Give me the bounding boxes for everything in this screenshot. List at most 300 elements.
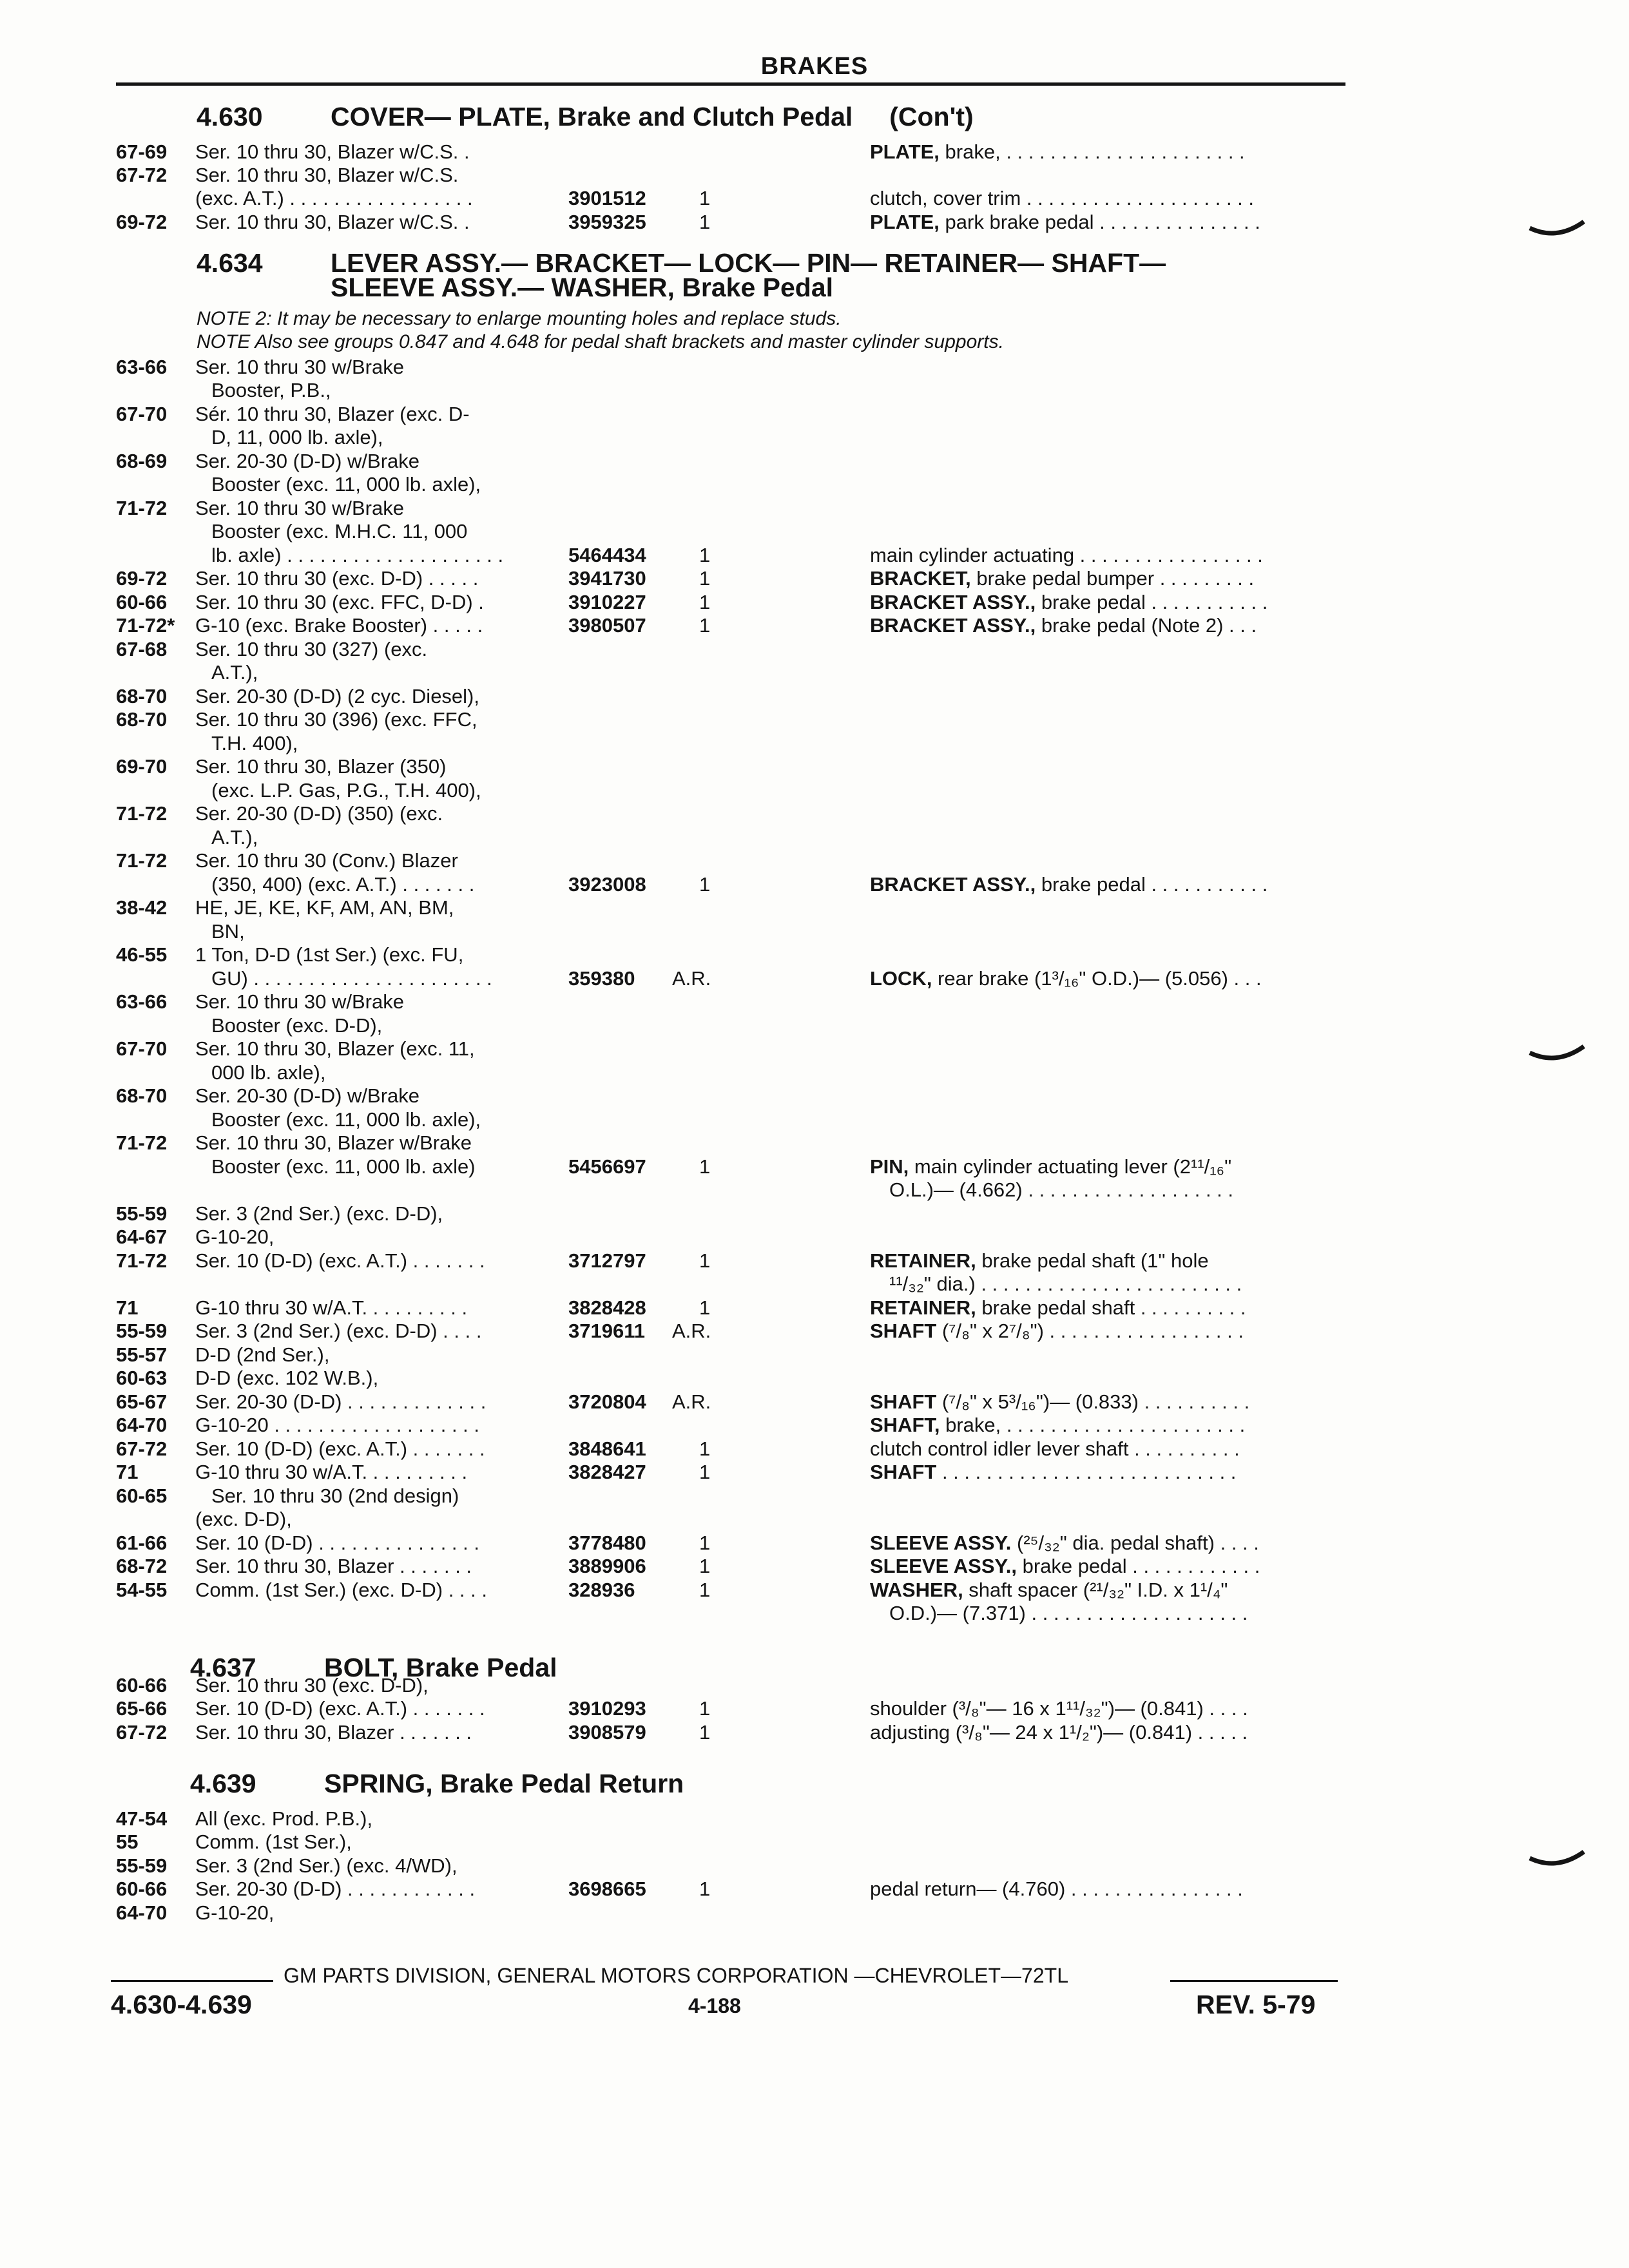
- application: Ser. 3 (2nd Ser.) (exc. 4/WD),: [195, 1854, 458, 1877]
- description-part-name: SLEEVE ASSY.,: [870, 1555, 1017, 1577]
- model-years: 71-72: [116, 1131, 168, 1154]
- list-item: [0, 544, 1629, 567]
- description-part-name: PLATE,: [870, 211, 940, 233]
- application: Ser. 10 thru 30 (2nd design): [211, 1485, 459, 1507]
- description-text: brake, . . . . . . . . . . . . . . . . . . . . . .: [939, 140, 1245, 163]
- description-part-name: SHAFT: [870, 1390, 937, 1413]
- model-years: 47-54: [116, 1807, 168, 1830]
- quantity: 1: [699, 1579, 711, 1601]
- description-text: . . . . . . . . . . . . . . . . . . . . . . . . . . .: [936, 1461, 1237, 1483]
- model-years: 38-42: [116, 896, 168, 919]
- list-item: [0, 755, 1629, 778]
- model-years: 71: [116, 1296, 139, 1319]
- application: Ser. 20-30 (D-D) (2 cyc. Diesel),: [195, 685, 479, 707]
- model-years: 46-55: [116, 943, 168, 966]
- quantity: 1: [699, 211, 711, 233]
- description-text: adjusting (³/₈"— 24 x 1¹/₂")— (0.841) . . . . .: [870, 1721, 1248, 1744]
- quantity: 1: [699, 1296, 711, 1319]
- section-number: 4.637: [190, 1653, 256, 1682]
- list-item: [0, 1461, 1629, 1484]
- list-item: [0, 685, 1629, 708]
- description: [870, 1437, 1240, 1461]
- application: D-D (exc. 102 W.B.),: [195, 1367, 379, 1389]
- list-item: [0, 920, 1629, 943]
- model-years: 68-70: [116, 708, 168, 731]
- model-years: 67-72: [116, 1437, 168, 1460]
- model-years: 60-66: [116, 1674, 168, 1696]
- application: Booster, P.B.,: [211, 379, 331, 401]
- list-item: [0, 1273, 1629, 1296]
- description-part-name: WASHER,: [870, 1579, 963, 1601]
- list-item: [0, 614, 1629, 637]
- list-item: [0, 356, 1629, 379]
- description-text: brake pedal . . . . . . . . . . .: [1036, 591, 1268, 613]
- part-number: 3712797: [568, 1249, 646, 1272]
- list-item: [0, 802, 1629, 825]
- part-number: 3901512: [568, 187, 646, 209]
- application: Ser. 20-30 (D-D) w/Brake: [195, 450, 419, 472]
- model-years: 55-57: [116, 1343, 168, 1366]
- note-line: NOTE Also see groups 0.847 and 4.648 for pedal shaft brackets and master cylinder supports.: [197, 331, 1004, 352]
- list-item: [0, 140, 1629, 164]
- description-text: brake pedal (Note 2) . . .: [1036, 614, 1257, 637]
- description: [870, 140, 1245, 164]
- application: Booster (exc. 11, 000 lb. axle),: [211, 473, 481, 495]
- application: Sér. 10 thru 30, Blazer (exc. D-: [195, 403, 470, 425]
- model-years: 68-70: [116, 1084, 168, 1107]
- description: [870, 1461, 1236, 1484]
- list-item: [0, 520, 1629, 543]
- description-text: brake, . . . . . . . . . . . . . . . . . . . . . .: [940, 1414, 1246, 1436]
- application: Booster (exc. 11, 000 lb. axle): [211, 1155, 476, 1178]
- application: G-10 thru 30 w/A.T. . . . . . . . . .: [195, 1296, 468, 1319]
- application: Ser. 3 (2nd Ser.) (exc. D-D),: [195, 1202, 443, 1225]
- application: D, 11, 000 lb. axle),: [211, 426, 383, 448]
- list-item: [0, 497, 1629, 520]
- application: Ser. 10 (D-D) (exc. A.T.) . . . . . . .: [195, 1437, 485, 1460]
- model-years: 60-66: [116, 1878, 168, 1900]
- list-item: [0, 567, 1629, 590]
- list-item: [0, 591, 1629, 614]
- list-item: [0, 708, 1629, 731]
- list-item: [0, 1807, 1629, 1831]
- model-years: 71-72: [116, 849, 168, 872]
- list-item: [0, 1131, 1629, 1155]
- quantity: 1: [699, 1249, 711, 1272]
- quantity: A.R.: [672, 1320, 711, 1342]
- model-years: 67-72: [116, 1721, 168, 1744]
- description: [870, 187, 1254, 210]
- model-years: 54-55: [116, 1579, 168, 1601]
- quantity: 1: [699, 873, 711, 896]
- description: [870, 1697, 1248, 1720]
- description: [870, 1721, 1248, 1744]
- application: D-D (2nd Ser.),: [195, 1343, 330, 1366]
- application: G-10 thru 30 w/A.T. . . . . . . . . .: [195, 1461, 468, 1483]
- application: Ser. 20-30 (D-D) . . . . . . . . . . . .: [195, 1878, 476, 1900]
- description-part-name: RETAINER,: [870, 1296, 976, 1319]
- model-years: 71-72: [116, 1249, 168, 1272]
- model-years: 71-72*: [116, 614, 175, 637]
- description-text: park brake pedal . . . . . . . . . . . . . . .: [939, 211, 1260, 233]
- model-years: 71-72: [116, 497, 168, 519]
- list-item: [0, 1555, 1629, 1578]
- list-item: [0, 1674, 1629, 1697]
- list-item: [0, 896, 1629, 919]
- description-text: (²⁵/₃₂" dia. pedal shaft) . . . .: [1011, 1532, 1259, 1554]
- list-item: [0, 1225, 1629, 1249]
- description: [870, 544, 1263, 567]
- part-number: 3848641: [568, 1437, 646, 1460]
- quantity: 1: [699, 1555, 711, 1577]
- application: Ser. 10 thru 30 (exc. D-D),: [195, 1674, 429, 1696]
- description-part-name: BRACKET,: [870, 567, 971, 590]
- list-item: [0, 403, 1629, 426]
- description: [870, 1555, 1260, 1578]
- description-text: pedal return— (4.760) . . . . . . . . . . . . . . . .: [870, 1878, 1243, 1900]
- list-item: [0, 1343, 1629, 1367]
- list-item: [0, 1878, 1629, 1901]
- application: A.T.),: [211, 661, 258, 684]
- footer-text: GM PARTS DIVISION, GENERAL MOTORS CORPORATION —CHEVROLET—72TL: [284, 1964, 1068, 1987]
- description: [870, 967, 1262, 990]
- description: [870, 1878, 1243, 1901]
- application: Ser. 20-30 (D-D) w/Brake: [195, 1084, 419, 1107]
- part-number: 3908579: [568, 1721, 646, 1744]
- application: GU) . . . . . . . . . . . . . . . . . . . . . .: [211, 967, 492, 990]
- quantity: 1: [699, 567, 711, 590]
- model-years: 69-72: [116, 567, 168, 590]
- model-years: 63-66: [116, 356, 168, 378]
- application: Ser. 10 thru 30, Blazer . . . . . . .: [195, 1721, 472, 1744]
- list-item: [0, 473, 1629, 496]
- description: [870, 1249, 1209, 1273]
- list-item: [0, 1084, 1629, 1108]
- header-rule: [116, 82, 1345, 86]
- description-part-name: LOCK,: [870, 967, 932, 990]
- margin-tick-mark: [1527, 213, 1592, 251]
- section-number: 4.639: [190, 1769, 256, 1798]
- section-number: 4.634: [197, 248, 263, 278]
- application: G-10 (exc. Brake Booster) . . . . .: [195, 614, 483, 637]
- model-years: 69-70: [116, 755, 168, 778]
- description-part-name: BRACKET ASSY.,: [870, 873, 1036, 896]
- application: Ser. 10 thru 30, Blazer . . . . . . .: [195, 1555, 472, 1577]
- quantity: 1: [699, 1697, 711, 1720]
- application: Ser. 3 (2nd Ser.) (exc. D-D) . . . .: [195, 1320, 482, 1342]
- description: [889, 1602, 1248, 1625]
- application: Ser. 10 (D-D) (exc. A.T.) . . . . . . .: [195, 1697, 485, 1720]
- description-text: (⁷/₈" x 2⁷/₈") . . . . . . . . . . . . . . . . . .: [936, 1320, 1244, 1342]
- application: G-10-20 . . . . . . . . . . . . . . . . . . .: [195, 1414, 480, 1436]
- quantity: 1: [699, 187, 711, 209]
- description-text: shaft spacer (²¹/₃₂" I.D. x 1¹/₄": [963, 1579, 1228, 1601]
- list-item: [0, 1901, 1629, 1925]
- description-text: ¹¹/₃₂" dia.) . . . . . . . . . . . . . . . . . . . . . . . .: [889, 1273, 1242, 1295]
- part-number: 328936: [568, 1579, 635, 1601]
- description-part-name: SHAFT: [870, 1461, 937, 1483]
- list-item: [0, 379, 1629, 402]
- model-years: 68-69: [116, 450, 168, 472]
- description-part-name: PLATE,: [870, 140, 940, 163]
- model-years: 55-59: [116, 1854, 168, 1877]
- application: (exc. A.T.) . . . . . . . . . . . . . . . . .: [195, 187, 473, 209]
- application: lb. axle) . . . . . . . . . . . . . . . . . . . .: [211, 544, 504, 566]
- list-item: [0, 1178, 1629, 1202]
- model-years: 55-59: [116, 1320, 168, 1342]
- list-item: [0, 638, 1629, 661]
- description: [870, 1390, 1249, 1414]
- model-years: 60-63: [116, 1367, 168, 1389]
- quantity: 1: [699, 1155, 711, 1178]
- application: Ser. 20-30 (D-D) . . . . . . . . . . . . .: [195, 1390, 487, 1413]
- application: A.T.),: [211, 826, 258, 849]
- list-item: [0, 732, 1629, 755]
- application: All (exc. Prod. P.B.),: [195, 1807, 373, 1830]
- quantity: 1: [699, 1437, 711, 1460]
- application: Ser. 10 thru 30, Blazer w/C.S.: [195, 164, 459, 186]
- footer-page-number: 4-188: [688, 1994, 741, 2017]
- part-number: 3828427: [568, 1461, 646, 1483]
- description-text: shoulder (³/₈"— 16 x 1¹¹/₃₂")— (0.841) . . . .: [870, 1697, 1248, 1720]
- list-item: [0, 1602, 1629, 1625]
- list-item: [0, 1485, 1629, 1508]
- quantity: 1: [699, 1721, 711, 1744]
- list-item: [0, 1202, 1629, 1225]
- description-part-name: SHAFT: [870, 1320, 937, 1342]
- model-years: 65-66: [116, 1697, 168, 1720]
- list-item: [0, 1320, 1629, 1343]
- description-text: brake pedal shaft (1" hole: [976, 1249, 1209, 1272]
- list-item: [0, 1508, 1629, 1531]
- model-years: 67-68: [116, 638, 168, 660]
- description: [870, 1155, 1231, 1178]
- list-item: [0, 826, 1629, 849]
- list-item: [0, 1296, 1629, 1320]
- list-item: [0, 967, 1629, 990]
- application: (exc. D-D),: [195, 1508, 292, 1530]
- model-years: 60-66: [116, 591, 168, 613]
- model-years: 67-70: [116, 1037, 168, 1060]
- section-title: COVER— PLATE, Brake and Clutch Pedal (Con't): [331, 102, 974, 131]
- list-item: [0, 1831, 1629, 1854]
- application: Ser. 10 (D-D) . . . . . . . . . . . . . . .: [195, 1532, 479, 1554]
- description-part-name: SHAFT,: [870, 1414, 940, 1436]
- list-item: [0, 779, 1629, 802]
- section-title: LEVER ASSY.— BRACKET— LOCK— PIN— RETAINER— SHAFT—: [331, 248, 1166, 278]
- part-number: 3778480: [568, 1532, 646, 1554]
- footer-group-range: 4.630-4.639: [111, 1990, 252, 2019]
- model-years: 55-59: [116, 1202, 168, 1225]
- application: Ser. 10 thru 30 w/Brake: [195, 497, 404, 519]
- application: Ser. 10 thru 30, Blazer w/C.S. .: [195, 140, 470, 163]
- description-text: main cylinder actuating lever (2¹¹/₁₆": [909, 1155, 1232, 1178]
- application: Booster (exc. 11, 000 lb. axle),: [211, 1108, 481, 1131]
- part-number: 359380: [568, 967, 635, 990]
- description: [870, 1579, 1228, 1602]
- list-item: [0, 1249, 1629, 1273]
- list-item: [0, 426, 1629, 449]
- application: Booster (exc. D-D),: [211, 1014, 383, 1037]
- description-text: (⁷/₈" x 5³/₁₆")— (0.833) . . . . . . . . . .: [936, 1390, 1250, 1413]
- description: [870, 567, 1254, 590]
- description: [870, 211, 1260, 234]
- description-text: brake pedal shaft . . . . . . . . . .: [976, 1296, 1246, 1319]
- footer-rule-right: [1170, 1980, 1338, 1982]
- description-part-name: RETAINER,: [870, 1249, 976, 1272]
- application: Ser. 10 thru 30, Blazer w/C.S. .: [195, 211, 470, 233]
- application: Comm. (1st Ser.) (exc. D-D) . . . .: [195, 1579, 487, 1601]
- model-years: 71-72: [116, 802, 168, 825]
- section-title: SPRING, Brake Pedal Return: [324, 1769, 684, 1798]
- quantity: 1: [699, 1878, 711, 1900]
- section-title: BOLT, Brake Pedal: [324, 1653, 557, 1682]
- application: (350, 400) (exc. A.T.) . . . . . . .: [211, 873, 475, 896]
- list-item: [0, 1437, 1629, 1461]
- application: Ser. 10 thru 30 (327) (exc.: [195, 638, 428, 660]
- application: HE, JE, KE, KF, AM, AN, BM,: [195, 896, 454, 919]
- part-number: 5464434: [568, 544, 646, 566]
- description: [870, 1320, 1244, 1343]
- list-item: [0, 1037, 1629, 1061]
- list-item: [0, 1697, 1629, 1720]
- application: Comm. (1st Ser.),: [195, 1831, 352, 1853]
- footer-rule-left: [111, 1980, 273, 1982]
- description-text: brake pedal bumper . . . . . . . . .: [970, 567, 1255, 590]
- application: G-10-20,: [195, 1901, 275, 1924]
- description-part-name: SLEEVE ASSY.: [870, 1532, 1012, 1554]
- description: [889, 1273, 1242, 1296]
- application: Ser. 10 thru 30 w/Brake: [195, 990, 404, 1013]
- quantity: 1: [699, 1532, 711, 1554]
- description-text: O.L.)— (4.662) . . . . . . . . . . . . . . . . . . .: [889, 1178, 1234, 1201]
- application: Ser. 10 thru 30, Blazer (350): [195, 755, 447, 778]
- model-years: 67-70: [116, 403, 168, 425]
- application: 1 Ton, D-D (1st Ser.) (exc. FU,: [195, 943, 464, 966]
- model-years: 71: [116, 1461, 139, 1483]
- description-text: O.D.)— (7.371) . . . . . . . . . . . . . . . . . . . .: [889, 1602, 1248, 1624]
- application: T.H. 400),: [211, 732, 298, 754]
- description: [889, 1178, 1233, 1202]
- footer-revision: REV. 5-79: [1196, 1990, 1316, 2019]
- list-item: [0, 1014, 1629, 1037]
- list-item: [0, 1579, 1629, 1602]
- part-number: 3828428: [568, 1296, 646, 1319]
- description-text: main cylinder actuating . . . . . . . . . . . . . . . . .: [870, 544, 1263, 566]
- model-years: 65-67: [116, 1390, 168, 1413]
- model-years: 68-72: [116, 1555, 168, 1577]
- description-text: brake pedal . . . . . . . . . . .: [1036, 873, 1268, 896]
- description-part-name: BRACKET ASSY.,: [870, 591, 1036, 613]
- description-part-name: BRACKET ASSY.,: [870, 614, 1036, 637]
- list-item: [0, 661, 1629, 684]
- application: (exc. L.P. Gas, P.G., T.H. 400),: [211, 779, 481, 802]
- quantity: 1: [699, 544, 711, 566]
- quantity: 1: [699, 1461, 711, 1483]
- application: Ser. 10 thru 30, Blazer (exc. 11,: [195, 1037, 475, 1060]
- list-item: [0, 1414, 1629, 1437]
- margin-tick-mark: [1527, 1843, 1592, 1881]
- application: Ser. 10 thru 30 (exc. D-D) . . . . .: [195, 567, 479, 590]
- description: [870, 1296, 1246, 1320]
- list-item: [0, 873, 1629, 896]
- model-years: 67-69: [116, 140, 168, 163]
- description-text: clutch control idler lever shaft . . . . . . . . . .: [870, 1437, 1240, 1460]
- list-item: [0, 1367, 1629, 1390]
- list-item: [0, 990, 1629, 1014]
- list-item: [0, 1108, 1629, 1131]
- model-years: 55: [116, 1831, 139, 1853]
- part-number: 3720804: [568, 1390, 646, 1413]
- margin-tick-mark: [1527, 1037, 1592, 1076]
- part-number: 3980507: [568, 614, 646, 637]
- model-years: 61-66: [116, 1532, 168, 1554]
- section-number: 4.630: [197, 102, 263, 131]
- model-years: 68-70: [116, 685, 168, 707]
- application: Ser. 10 thru 30 w/Brake: [195, 356, 404, 378]
- description-text: brake pedal . . . . . . . . . . . .: [1017, 1555, 1260, 1577]
- list-item: [0, 164, 1629, 187]
- model-years: 63-66: [116, 990, 168, 1013]
- list-item: [0, 1390, 1629, 1414]
- list-item: [0, 1155, 1629, 1178]
- model-years: 64-70: [116, 1414, 168, 1436]
- description-text: clutch, cover trim . . . . . . . . . . . . . . . . . . . . .: [870, 187, 1255, 209]
- list-item: [0, 211, 1629, 234]
- model-years: 60-65: [116, 1485, 168, 1507]
- list-item: [0, 1532, 1629, 1555]
- application: 000 lb. axle),: [211, 1061, 326, 1084]
- list-item: [0, 943, 1629, 966]
- section-title-line-2: SLEEVE ASSY.— WASHER, Brake Pedal: [331, 273, 834, 302]
- application: G-10-20,: [195, 1225, 275, 1248]
- part-number: 3959325: [568, 211, 646, 233]
- part-number: 3941730: [568, 567, 646, 590]
- note-line: NOTE 2: It may be necessary to enlarge mounting holes and replace studs.: [197, 308, 842, 329]
- model-years: 69-72: [116, 211, 168, 233]
- description: [870, 1414, 1245, 1437]
- quantity: 1: [699, 591, 711, 613]
- application: Ser. 10 thru 30 (exc. FFC, D-D) .: [195, 591, 484, 613]
- list-item: [0, 849, 1629, 872]
- quantity: A.R.: [672, 967, 711, 990]
- part-number: 3910293: [568, 1697, 646, 1720]
- page-header: BRAKES: [760, 53, 869, 80]
- description: [870, 873, 1268, 896]
- part-number: 3698665: [568, 1878, 646, 1900]
- quantity: A.R.: [672, 1390, 711, 1413]
- description-part-name: PIN,: [870, 1155, 909, 1178]
- model-years: 67-72: [116, 164, 168, 186]
- description: [870, 614, 1257, 637]
- list-item: [0, 1721, 1629, 1744]
- list-item: [0, 450, 1629, 473]
- application: Ser. 20-30 (D-D) (350) (exc.: [195, 802, 443, 825]
- description-text: rear brake (1³/₁₆" O.D.)— (5.056) . . .: [932, 967, 1262, 990]
- part-number: 5456697: [568, 1155, 646, 1178]
- application: Ser. 10 thru 30, Blazer w/Brake: [195, 1131, 472, 1154]
- description: [870, 591, 1268, 614]
- model-years: 64-67: [116, 1225, 168, 1248]
- list-item: [0, 1854, 1629, 1878]
- description: [870, 1532, 1259, 1555]
- part-number: 3889906: [568, 1555, 646, 1577]
- application: BN,: [211, 920, 245, 943]
- list-item: [0, 187, 1629, 210]
- quantity: 1: [699, 614, 711, 637]
- model-years: 64-70: [116, 1901, 168, 1924]
- application: Ser. 10 thru 30 (Conv.) Blazer: [195, 849, 458, 872]
